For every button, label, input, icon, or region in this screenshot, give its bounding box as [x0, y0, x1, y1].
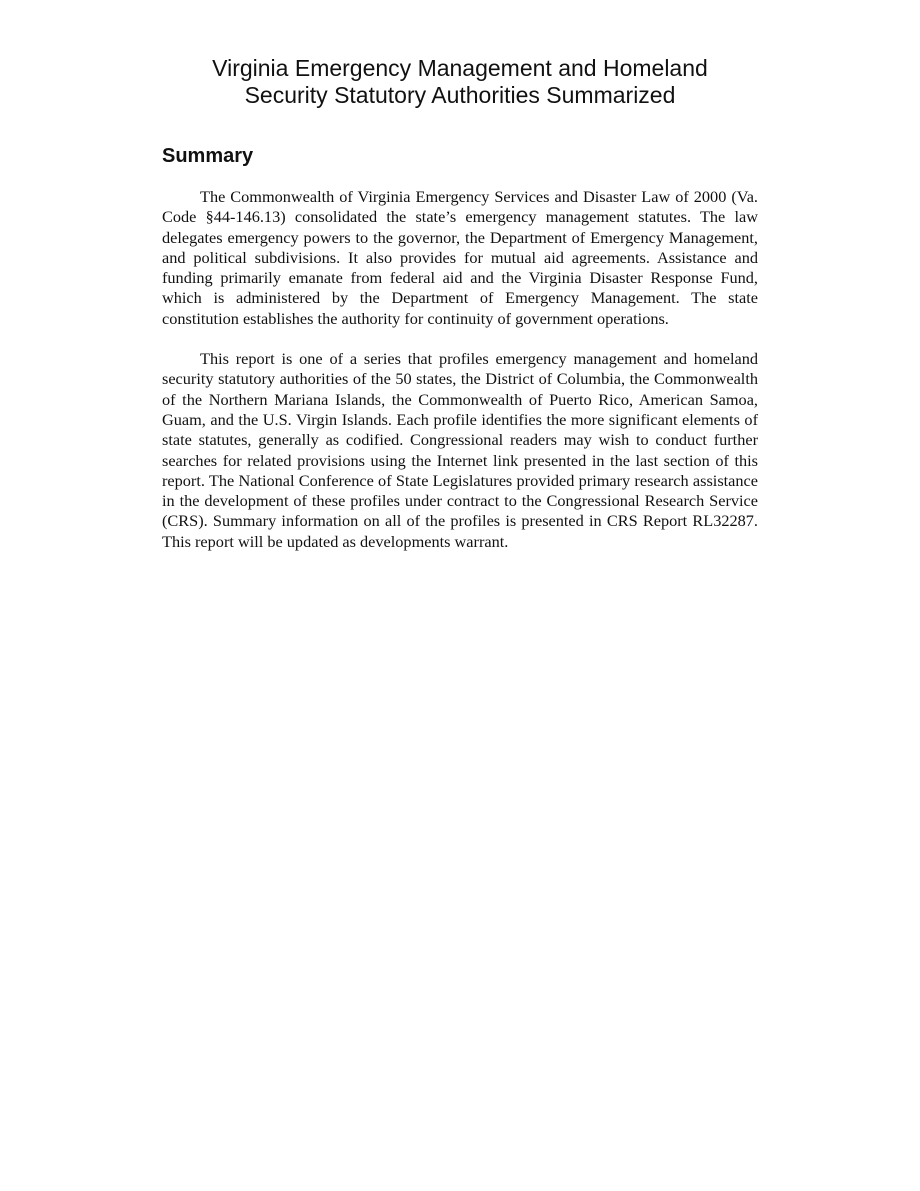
summary-paragraph-1: The Commonwealth of Virginia Emergency Services and Disaster Law of 2000 (Va. Code §44-146.13) consolidated the state’s emergency management statutes. The law delegates emergency powers to the governor, the Department of Emergency Management, and political subdivisions. It also provides for mutual aid agreements. Assistance and funding primarily emanate from federal aid and the Virginia Disaster Response Fund, which is administered by the Department of Emergency Management. The state constitution establishes the authority for continuity of government operations.: [162, 187, 758, 328]
title-line-1: Virginia Emergency Management and Homeland: [212, 55, 708, 81]
title-line-2: Security Statutory Authorities Summarized: [244, 82, 676, 108]
document-page: [162, 55, 758, 552]
summary-paragraph-2: This report is one of a series that profiles emergency management and homeland security statutory authorities of the 50 states, the District of Columbia, the Commonwealth of the Northern Mariana Islands, the Commonwealth of Puerto Rico, American Samoa, Guam, and the U.S. Virgin Islands. Each profile identifies the more significant elements of state statutes, generally as codified. Congressional readers may wish to conduct further searches for related provisions using the Internet link presented in the last section of this report. The National Conference of State Legislatures provided primary research assistance in the development of these profiles under contract to the Congressional Research Service (CRS). Summary information on all of the profiles is presented in CRS Report RL32287. This report will be updated as developments warrant.: [162, 349, 758, 551]
document-title: [162, 55, 758, 109]
section-heading-summary: Summary: [162, 145, 254, 167]
